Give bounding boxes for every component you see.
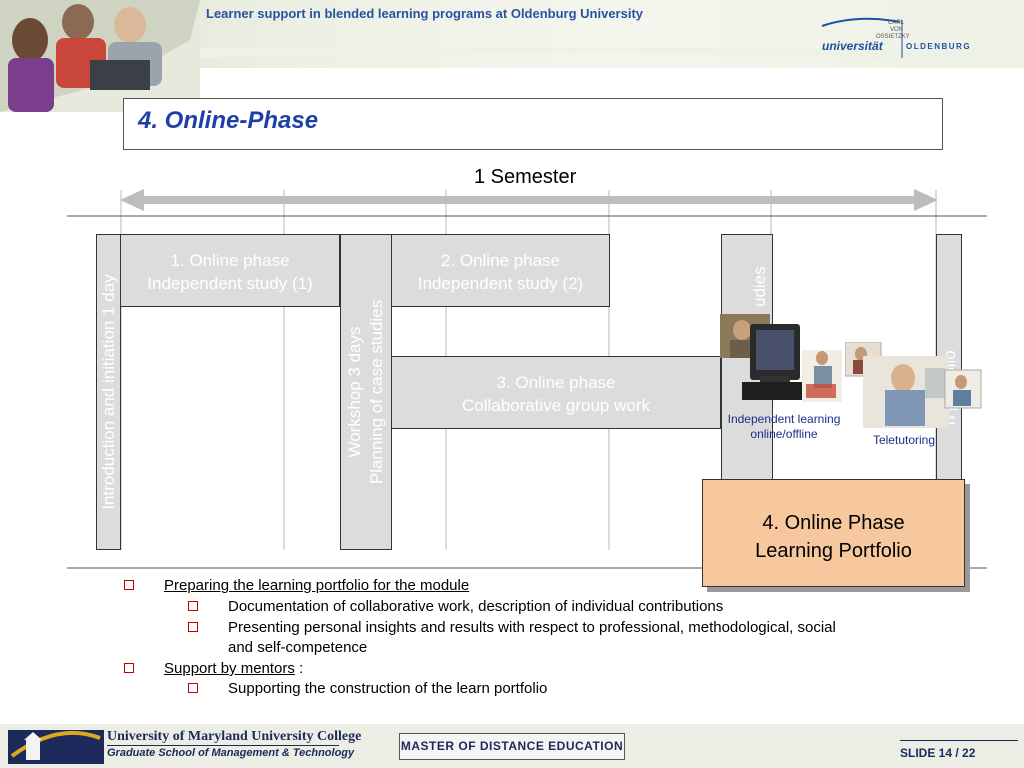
phase-3-title: 3. Online phase [496,373,616,392]
caption1-line1: Independent learning [727,412,841,426]
workshop-1-line2: Planning of case studies [367,299,386,485]
bullet-square-icon [188,622,198,632]
portfolio-box [702,479,965,587]
exam-bottom-text [940,433,960,475]
bullet-square-icon [124,663,134,673]
phase-3-box [391,356,721,429]
logo-word1: universität [822,39,883,53]
logo-line1: CARL [888,20,905,26]
bullet-2-suffix: : [294,660,304,677]
bullet-1-text: Preparing the learning portfolio for the module [164,577,470,594]
logo-word2: OLDENBURG [906,42,972,51]
bullet-square-icon [188,683,198,693]
umuc-school: Graduate School of Management & Technology [107,747,355,759]
portfolio-line2: Learning Portfolio [755,540,912,562]
bullet-2-text: Support by mentors [164,660,295,677]
workshop-1-label [344,300,388,484]
workshop-1-line1: Workshop 3 days [345,326,364,458]
phase-1-subtitle: Independent study (1) [147,274,313,293]
page-title: 4. Online-Phase [138,107,319,134]
workshop-1-bar [340,234,392,550]
university-logo [818,12,988,64]
intro-bar [96,234,121,550]
bullet-1-2-continuation: and self-competence [228,639,368,656]
exam-top-fragment: n [940,415,959,425]
phase-1-title: 1. Online phase [170,251,290,270]
bullet-2-wrapper [164,659,303,679]
bullet-1-2-text: Presenting personal insights and results with respect to professional, methodological, social [228,619,836,636]
semester-arrow [120,189,938,211]
bullet-square-icon [124,580,134,590]
phase-1-box [120,234,340,307]
bullet-square-icon [188,601,198,611]
exam-top-text [940,270,960,425]
header-photo [0,0,200,112]
bullet-1-1-text: Documentation of collaborative work, description of individual contributions [228,598,724,615]
phase-2-box [391,234,610,307]
workshop-2-top-text: udies [750,266,769,307]
footer-divider [107,745,339,746]
umuc-logo-icon [8,726,104,766]
phase-2-subtitle: Independent study (2) [417,274,584,293]
bullet-2-1-text: Supporting the construction of the learn portfolio [228,680,548,697]
portfolio-line1: 4. Online Phase [762,512,905,534]
semester-label: 1 Semester [474,166,577,188]
logo-line3: OSSIETZKY [876,34,910,40]
intro-bar-label: Introduction and initiation 1 day [98,274,118,510]
slide-number: SLIDE 14 / 22 [900,746,976,760]
independent-learning-caption [720,412,848,442]
phase-2-title: 2. Online phase [440,251,561,270]
logo-line2: VON [890,27,904,33]
teletutoring-caption: Teletutoring [872,433,936,447]
teletutoring-illustration [845,342,983,430]
caption1-line2: online/offline [750,427,818,441]
title-box [123,98,943,150]
umuc-name: University of Maryland University College [107,729,362,744]
program-badge: MASTER OF DISTANCE EDUCATION [399,733,625,760]
independent-learning-illustration [720,310,844,410]
phase-3-subtitle: Collaborative group work [461,396,651,415]
slide-rule [900,740,1018,741]
header-title: Learner support in blended learning programs at Oldenburg University [206,6,644,21]
